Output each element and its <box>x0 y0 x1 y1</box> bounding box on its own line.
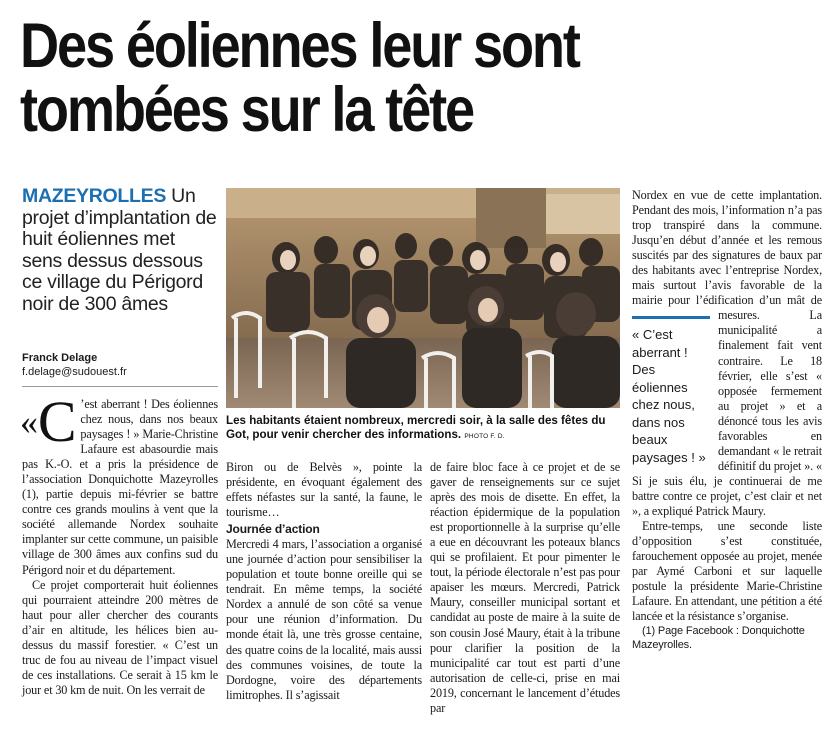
caption-text: Les habitants étaient nombreux, mercredi soir, à la salle des fêtes du Got, pour venir chercher des informations. <box>226 414 606 441</box>
column-2-paragraph-2: Mercredi 4 mars, l’association a organisé une journée d’action pour sensibiliser la population et toute bonne oreille qui se tendrait. En même temps, la société Nordex a annulé de son côté sa venue pour une réunion d’information. Du monde était là, une très grosse centaine, des quatre coins de la localité, mais aussi des communes voisines, de toute la Dordogne, voire des départements limitrophes. Il s’agissait <box>226 537 422 702</box>
headline-line-2: tombées sur la tête <box>20 75 473 145</box>
drop-cap: «C <box>20 389 77 454</box>
headline <box>20 11 708 145</box>
column-1 <box>20 389 218 751</box>
audience-photo-illustration <box>226 188 620 408</box>
column-2-paragraph-1: Biron ou de Belvès », pointe la présidente, en évoquant également des effets néfastes sur la santé, la faune, le tourisme… <box>226 460 422 520</box>
pull-quote: « C’est aberrant ! Des éoliennes chez nous, dans nos beaux paysages ! » <box>632 316 712 466</box>
column-3-paragraph-1: de faire bloc face à ce projet et de se gaver de renseignements sur ce sujet après des mois de disette. En effet, la réaction épidermique de la population est proportionnelle à la surprise qu’elle a eue en découvrant les poteaux blancs qui se profilaient. Et pour pimenter le tout, la période électorale n’est pas pour apaiser les mœurs. Mercredi, Patrick Maury, conseiller municipal sortant et candidat au poste de maire à la suite de son cousin José Maury, était à la tribune pour clarifier la position de la municipalité car tout est parti d’une autorisation de celle-ci, prise en mai 2019, concernant le lancement d’études par <box>430 460 620 715</box>
footnote: (1) Page Facebook : Donquichotte Mazeyrolles. <box>632 625 805 652</box>
column-4-paragraph-1: Nordex en vue de cette implantation. Pendant des mois, l’information n’a pas trop transpiré dans la commune. Jusqu’en début d’année et les remous suscités par des signatures de baux par des habitants avec l’entreprise Nordex, mais surtout l’avis favorable de la mairie pour l’édification d’un mât de mesures. La municipalité a finalement fait vent contraire. Le 18 février, elle s’est « opposée fermement au projet » et a dénoncé tous les avis favorables en demandant « le retrait définitif du projet ». « Si je suis élu, je continuerai de me battre contre ce projet, c’est clair et net », a expliqué Patrick Maury. <box>632 188 822 518</box>
column-3 <box>430 460 620 751</box>
byline-author: Franck Delage <box>22 352 98 364</box>
photo-credit: PHOTO F. D. <box>464 433 505 440</box>
column-1-paragraph-2: Ce projet comporterait huit éoliennes qui pourraient atteindre 200 mètres de haut pour aller chercher des courants d’air en altitude, les hélices bien au-dessus du massif forestier. « C’est un truc de fou au niveau de l’impact visuel de ces installations. Ce serait à 15 km le jour et 30 km de nuit. On les verrait de <box>22 577 218 697</box>
byline <box>22 351 218 379</box>
subhead: Journée d’action <box>226 522 320 537</box>
byline-email: f.delage@sudouest.fr <box>22 366 127 378</box>
column-2 <box>226 460 422 751</box>
column-4 <box>632 188 822 751</box>
deck <box>22 186 218 315</box>
deck-text: Un projet d’implantation de huit éoliennes met sens dessus dessous ce village du Périgord noir de 300 âmes <box>22 185 217 315</box>
column-4-paragraph-2: Entre-temps, une seconde liste d’opposition s’est constituée, farouchement opposée au projet, menée par Aymé Carboni et sur laquelle postule la présidente Marie-Christine Lafaure. En attendant, une pétition a été lancée et la résistance s’organise. <box>632 519 822 624</box>
article-photo <box>226 188 620 408</box>
headline-line-1: Des éoliennes leur sont <box>20 11 579 81</box>
deck-kicker: MAZEYROLLES <box>22 185 167 207</box>
photo-caption <box>226 414 620 444</box>
column-1-paragraph-1: «C ’est aberrant ! Des éoliennes chez nous, dans nos beaux paysages ! » Marie-Christine Lafaure est abasourdie mais pas K.-O. et a pris la présidence de l’association Donquichotte Mazeyrolles (1), partie depuis mi-février se battre contre ces grands moulins à vent que la société allemande Nordex souhaite implanter sur cette commune, un paisible village de 300 âmes aux confins sud du Périgord noir et du département. <box>20 389 218 577</box>
byline-divider <box>22 386 218 387</box>
